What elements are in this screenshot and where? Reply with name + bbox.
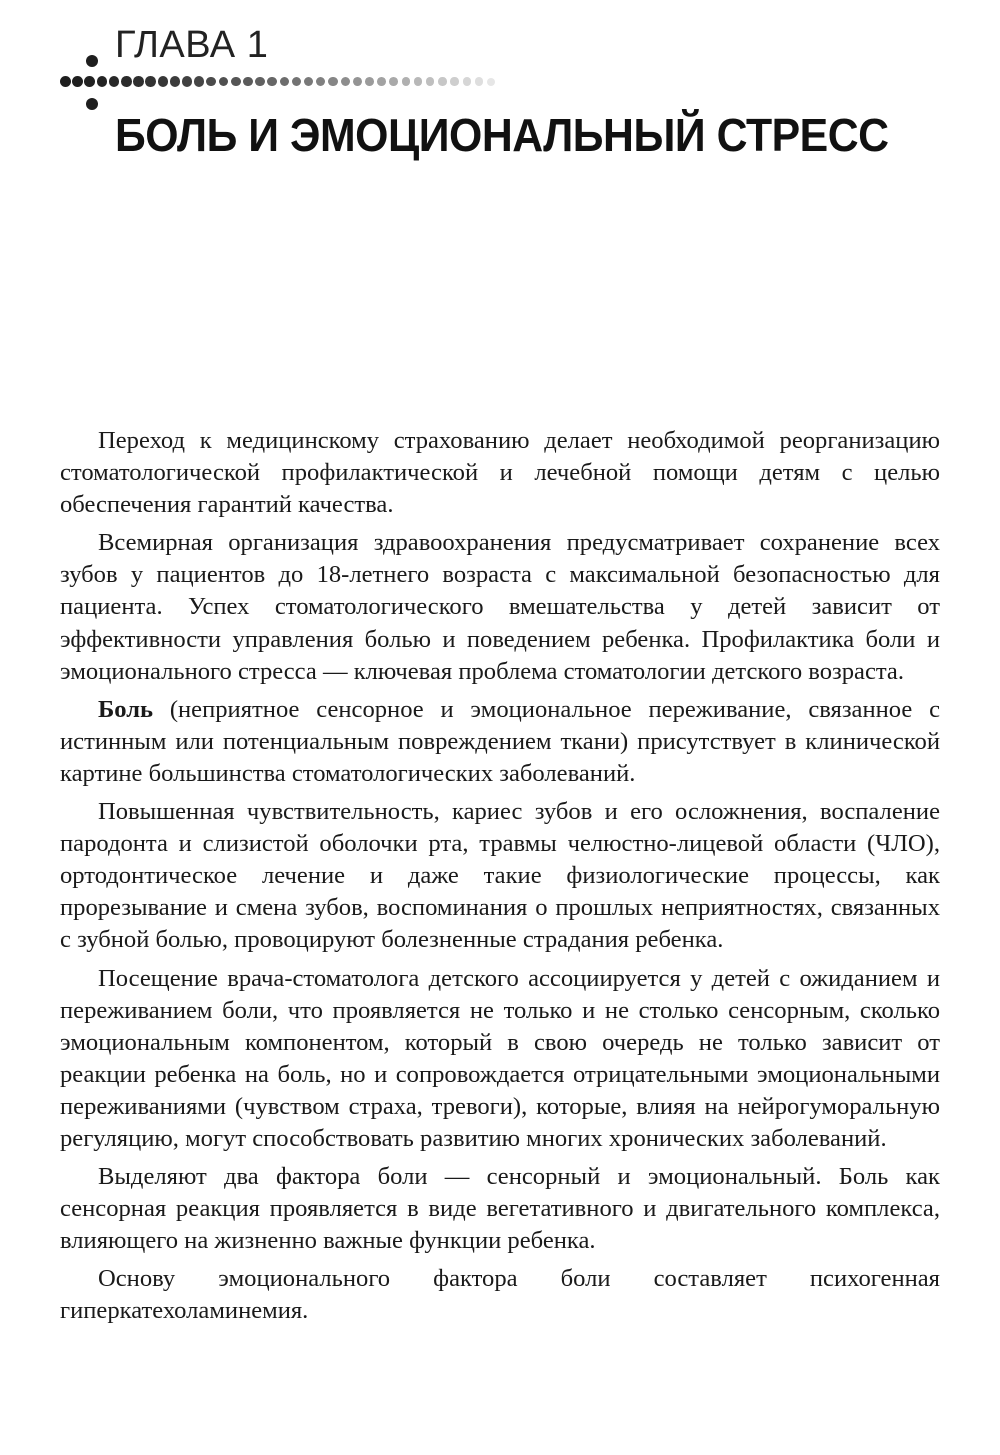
decorative-dot-icon (426, 77, 434, 85)
decorative-dot-icon (97, 76, 108, 87)
paragraph-6 (60, 1161, 940, 1257)
decorative-dot-icon (72, 76, 83, 87)
chapter-title: БОЛЬ И ЭМОЦИОНАЛЬНЫЙ СТРЕСС (115, 109, 889, 161)
term-bold: Боль (98, 695, 154, 723)
paragraph-1 (60, 425, 940, 521)
decorative-dot-icon (219, 77, 229, 87)
paragraph-7 (60, 1263, 940, 1327)
decorative-dot-icon (267, 77, 277, 87)
decorative-dot-icon (438, 77, 446, 85)
decorative-dot-icon (353, 77, 362, 86)
decorative-dot-icon (133, 76, 143, 86)
decorative-dot-icon (402, 77, 411, 86)
decorative-dot-icon (86, 98, 98, 110)
paragraph-3 (60, 694, 940, 790)
decorative-dot-icon (60, 76, 71, 87)
decorative-dot-icon (109, 76, 120, 87)
paragraph-5 (60, 963, 940, 1156)
chapter-header (0, 0, 1000, 200)
decorative-dot-icon (450, 77, 458, 85)
paragraph-text: Выделяют два фактора боли — сенсорный и эмоциональный. Боль как сенсорная реакция проявляется в виде вегетативного и двигательного комплекса, влияющего на жизненно важные функции ребенка. (60, 1163, 940, 1255)
decorative-dot-icon (280, 77, 289, 86)
decorative-dot-icon (292, 77, 301, 86)
paragraph-text: (неприятное сенсорное и эмоциональное переживание, связанное с истинным или потенциальным повреждением ткани) присутствует в клинической картине большинства стоматологических заболеваний. (60, 695, 940, 787)
decorative-dot-icon (182, 76, 192, 86)
decorative-dot-icon (389, 77, 398, 86)
decorative-dot-icon (341, 77, 350, 86)
decorative-dot-icon (86, 55, 98, 67)
decorative-dot-icon (206, 77, 216, 87)
decorative-dot-icon (463, 77, 471, 85)
decorative-dot-icon (145, 76, 155, 86)
paragraph-text: Основу эмоционального фактора боли составляет психогенная гиперкатехоламинемия. (60, 1265, 940, 1325)
decorative-dot-icon (243, 77, 253, 87)
decorative-dot-icon (414, 77, 423, 86)
decorative-dot-icon (170, 76, 180, 86)
decorative-dot-row (60, 76, 520, 92)
decorative-dot-icon (365, 77, 374, 86)
decorative-dot-icon (194, 76, 204, 86)
decorative-dot-icon (158, 76, 168, 86)
decorative-dot-icon (255, 77, 265, 87)
paragraph-2 (60, 527, 940, 687)
decorative-dot-icon (475, 77, 483, 85)
decorative-dot-icon (487, 78, 495, 86)
decorative-dot-icon (377, 77, 386, 86)
paragraph-text: Переход к медицинскому страхованию делает необходимой реорганизацию стоматологической профилактической и лечебной помощи детям с целью обеспечения гарантий качества. (60, 427, 940, 519)
decorative-dot-icon (316, 77, 325, 86)
decorative-dot-icon (328, 77, 337, 86)
paragraph-4 (60, 796, 940, 956)
chapter-label: ГЛАВА 1 (115, 24, 269, 66)
paragraph-text: Посещение врача-стоматолога детского ассоциируется у детей с ожиданием и переживанием боли, что проявляется не только и не столько сенсорным, сколько эмоциональным компонентом, который в свою очередь не только зависит от реакции ребенка на боль, но и сопровождается отрицательными эмоциональными переживаниями (чувством страха, тревоги), которые, влияя на нейрогуморальную регуляцию, могут способствовать развитию многих хронических заболеваний. (60, 964, 940, 1152)
decorative-dot-icon (231, 77, 241, 87)
chapter-body (60, 425, 940, 1334)
decorative-dot-icon (121, 76, 132, 87)
paragraph-text: Повышенная чувствительность, кариес зубов и его осложнения, воспаление пародонта и слизистой оболочки рта, травмы челюстно-лицевой области (ЧЛО), ортодонтическое лечение и даже такие физиологические процессы, как прорезывание и смена зубов, воспоминания о прошлых неприятностях, связанных с зубной болью, провоцируют болезненные страдания ребенка. (60, 798, 940, 954)
decorative-dot-icon (304, 77, 313, 86)
paragraph-text: Всемирная организация здравоохранения предусматривает сохранение всех зубов у пациентов до 18-летнего возраста с максимальной безопасностью для пациента. Успех стоматологического вмешательства у детей зависит от эффективности управления болью и поведением ребенка. Профилактика боли и эмоционального стресса — ключевая проблема стоматологии детского возраста. (60, 529, 940, 685)
decorative-dot-icon (84, 76, 95, 87)
